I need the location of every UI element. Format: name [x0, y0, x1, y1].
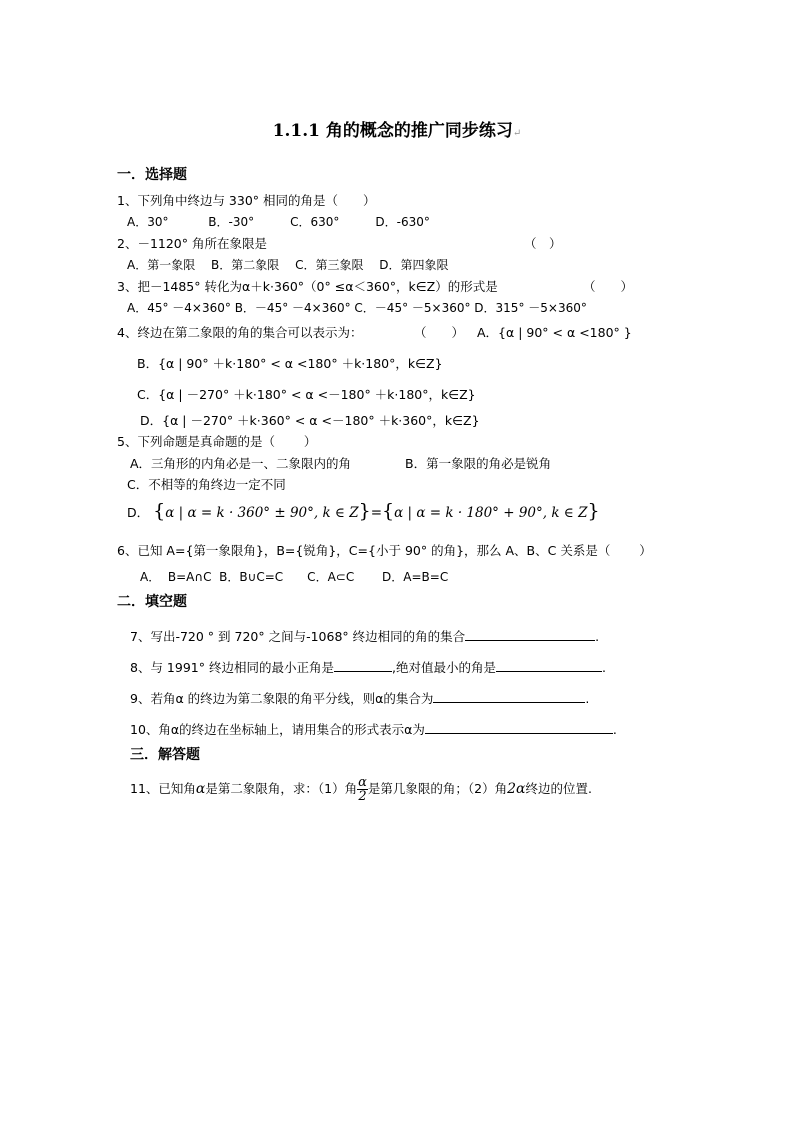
q5-option-d	[127, 500, 600, 522]
section-answer-heading: 三．解答题	[130, 747, 200, 763]
q3-options: A．45° －4×360° B．－45° －4×360° C．－45° －5×360° D．315° －5×360°	[127, 301, 587, 315]
q4-option-c: C．{α | －270° ＋k·180° < α <－180° ＋k·180°，k∈Z}	[137, 387, 476, 402]
q2-stem: 2、－1120° 角所在象限是	[117, 236, 267, 251]
q8-text: 8、与 1991° 终边相同的最小正角是	[130, 660, 334, 675]
q6-options: A． B=A∩C B．B∪C=C C．A⊂C D．A=B=C	[140, 570, 449, 584]
q9-text: 9、若角α 的终边为第二象限的角平分线，则α的集合为	[130, 691, 434, 706]
q11-fraction	[357, 776, 368, 803]
page-title: 1.1.1 角的概念的推广同步练习↵	[272, 121, 522, 141]
q11-fraction-denominator: 2	[358, 789, 367, 804]
left-brace: {	[153, 500, 166, 522]
q9	[130, 689, 589, 707]
q5-option-a: A．三角形的内角必是一、二象限内的角	[130, 456, 352, 471]
q10-end: .	[612, 722, 617, 737]
q8	[130, 658, 606, 676]
section-fill-heading: 二．填空题	[117, 594, 187, 610]
q10	[130, 720, 617, 738]
q2-options: A．第一象限 B．第二象限 C．第三象限 D．第四象限	[127, 258, 449, 272]
right-brace: }	[358, 500, 371, 522]
left-brace: {	[382, 500, 395, 522]
right-brace: }	[587, 500, 600, 522]
q6-stem: 6、已知 A={第一象限角}，B={锐角}，C={小于 90° 的角}，那么 A、B、C 关系是（ ）	[117, 543, 652, 558]
q2-answer-paren: （ ）	[524, 236, 562, 251]
section-choice-heading: 一．选择题	[117, 167, 187, 183]
q10-answer-blank[interactable]	[425, 720, 613, 734]
q9-answer-blank[interactable]	[433, 689, 585, 703]
q5-option-d-formula	[153, 500, 600, 522]
q5-option-b: B．第一象限的角必是锐角	[405, 456, 552, 471]
q7-end: .	[595, 629, 600, 644]
q1-stem: 1、下列角中终边与 330° 相同的角是（ ）	[117, 193, 376, 208]
q7	[130, 627, 599, 645]
q8-answer-blank-1[interactable]	[334, 658, 392, 672]
q11-alpha: α	[195, 781, 206, 797]
q4-option-a: A．{α | 90° < α <180° }	[477, 325, 632, 340]
q4-stem: 4、终边在第二象限的角的集合可以表示为：	[117, 325, 363, 340]
formula-equals: =	[370, 505, 382, 521]
q10-text: 10、角α的终边在坐标轴上，请用集合的形式表示α为	[130, 722, 425, 737]
q7-answer-blank[interactable]	[465, 627, 595, 641]
q8-answer-blank-2[interactable]	[496, 658, 602, 672]
q5-option-d-label: D．	[127, 505, 150, 520]
q4-answer-paren: （ ）	[414, 325, 465, 340]
formula-right-set: α | α = k · 180° + 90°, k ∈ Z	[394, 505, 588, 521]
q8-middle-text: ,绝对值最小的角是	[391, 660, 496, 675]
q11-fraction-numerator: α	[358, 775, 367, 790]
q3-answer-paren: （ ）	[583, 279, 634, 294]
q4-option-d: D．{α | －270° ＋k·360° < α <－180° ＋k·360°，k∈Z}	[140, 413, 480, 428]
formula-left-set: α | α = k · 360° ± 90°, k ∈ Z	[165, 505, 359, 521]
q11-text-4: 终边的位置.	[525, 781, 592, 796]
q11	[130, 776, 592, 803]
q11-text-1: 11、已知角	[130, 781, 196, 796]
q5-option-c: C．不相等的角终边一定不同	[127, 477, 286, 492]
q4-option-b: B．{α | 90° ＋k·180° < α <180° ＋k·180°，k∈Z}	[137, 356, 443, 371]
q11-text-2: 是第二象限角，求：（1）角	[205, 781, 358, 796]
q11-two-alpha: 2α	[507, 781, 526, 797]
q8-end: .	[601, 660, 606, 675]
q11-text-3: 是第几象限的角；（2）角	[367, 781, 508, 796]
q7-text: 7、写出-720 ° 到 720° 之间与-1068° 终边相同的角的集合	[130, 629, 466, 644]
q9-end: .	[585, 691, 590, 706]
q1-options: A．30° B．-30° C．630° D．-630°	[127, 215, 430, 229]
q5-stem: 5、下列命题是真命题的是（ ）	[117, 434, 317, 449]
q3-stem: 3、把－1485° 转化为α＋k·360°（0° ≤α＜360°，k∈Z）的形式是	[117, 279, 498, 294]
paragraph-mark: ↵	[512, 128, 522, 139]
